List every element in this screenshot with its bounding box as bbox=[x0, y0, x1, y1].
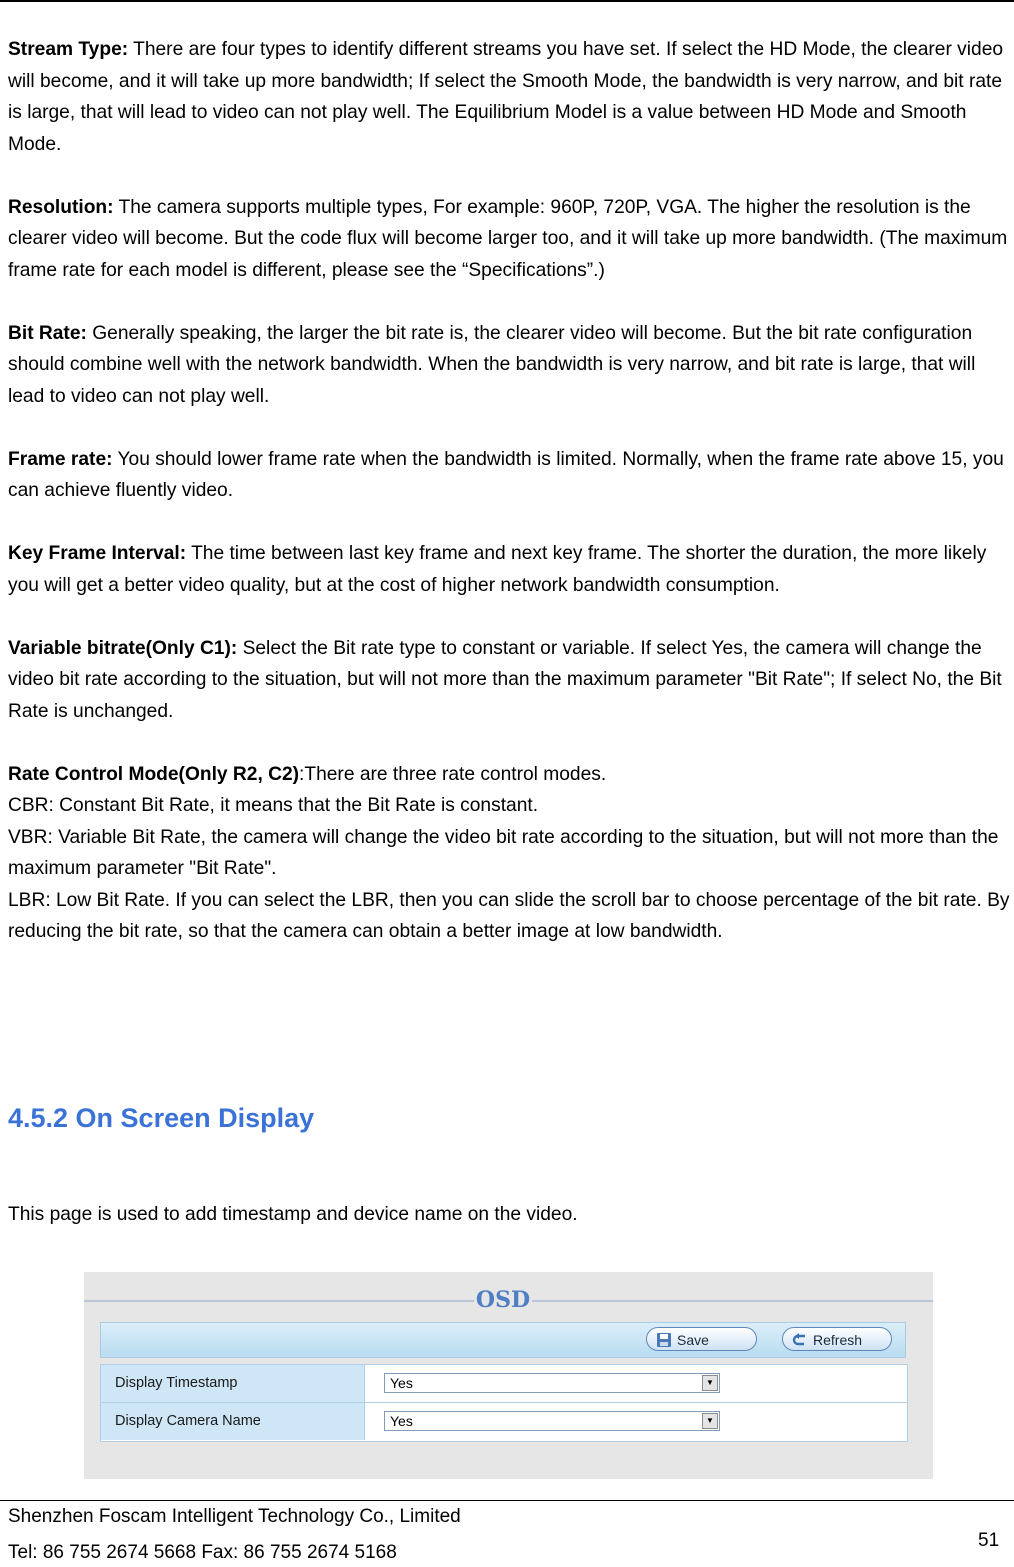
term-label: Frame rate: bbox=[8, 448, 113, 470]
osd-row-timestamp bbox=[101, 1365, 907, 1403]
term-label: Resolution: bbox=[8, 196, 114, 218]
term-text: :There are three rate control modes. bbox=[299, 763, 607, 785]
refresh-label: Refresh bbox=[813, 1332, 863, 1348]
floppy-disk-icon bbox=[656, 1332, 672, 1348]
display-timestamp-label: Display Timestamp bbox=[101, 1365, 365, 1402]
osd-settings-screenshot bbox=[84, 1272, 933, 1479]
term-label: Key Frame Interval: bbox=[8, 543, 187, 564]
save-button[interactable] bbox=[646, 1327, 757, 1351]
term-text: Generally speaking, the larger the bit rate is, the clearer video will become. But the bit rate configuration should combine well with the network bandwidth. When the bandwidth is very narrow, and bit rate is large, that will lead to video can not play well. bbox=[8, 322, 976, 407]
term-text: The time between last key frame and next key frame. The shorter the duration, the more likely you will get a better video quality, but at the cost of higher network bandwidth consumption. bbox=[8, 543, 987, 596]
paragraph-stream-type bbox=[8, 34, 1011, 160]
cbr-line: CBR: Constant Bit Rate, it means that the Bit Rate is constant. bbox=[8, 795, 539, 816]
footer-company: Shenzhen Foscam Intelligent Technology Co., Limited bbox=[8, 1506, 461, 1527]
document-body bbox=[8, 34, 1011, 979]
lbr-line: LBR: Low Bit Rate. If you can select the LBR, then you can slide the scroll bar to choose percentage of the bit rate. By reducing the bit rate, so that the camera can obtain a better image at low bandwidth. bbox=[8, 889, 1010, 942]
term-label: Rate Control Mode(Only R2, C2) bbox=[8, 763, 300, 785]
display-camera-name-label: Display Camera Name bbox=[101, 1403, 365, 1440]
refresh-arrow-icon bbox=[792, 1332, 808, 1348]
refresh-button[interactable] bbox=[782, 1327, 892, 1351]
paragraph-frame-rate bbox=[8, 444, 1011, 507]
term-text: You should lower frame rate when the bandwidth is limited. Normally, when the frame rate above 15, you can achieve fluently video. bbox=[8, 448, 1004, 501]
term-label: Stream Type: bbox=[8, 39, 129, 60]
term-text: The camera supports multiple types, For example: 960P, 720P, VGA. The higher the resolution is the clearer video will become. But the code flux will become larger too, and it will take up more bandwidth. (The maximum frame rate for each model is different, please see the “Specifications”.) bbox=[8, 196, 1008, 281]
paragraph-rate-control bbox=[8, 759, 1011, 948]
display-timestamp-select[interactable] bbox=[384, 1373, 720, 1393]
term-label: Bit Rate: bbox=[8, 322, 87, 344]
section-heading: 4.5.2 On Screen Display bbox=[8, 1103, 315, 1133]
vbr-line: VBR: Variable Bit Rate, the camera will change the video bit rate according to the situation, but will not more than the maximum parameter "Bit Rate". bbox=[8, 826, 999, 879]
dropdown-arrow-icon[interactable]: ▼ bbox=[702, 1375, 718, 1391]
osd-toolbar bbox=[100, 1322, 906, 1358]
select-value: Yes bbox=[390, 1413, 413, 1429]
save-label: Save bbox=[677, 1332, 709, 1348]
paragraph-resolution bbox=[8, 192, 1011, 287]
term-label: Variable bitrate(Only C1): bbox=[8, 637, 238, 659]
page-number: 51 bbox=[978, 1530, 1000, 1551]
osd-row-camera-name bbox=[101, 1403, 907, 1440]
osd-title: OSD bbox=[475, 1287, 531, 1313]
term-text: Select the Bit rate type to constant or variable. If select Yes, the camera will change the video bit rate according to the situation, but will not more than the maximum parameter "Bit Rate"; If select No, the Bit Rate is unchanged. bbox=[8, 637, 1002, 722]
paragraph-key-frame bbox=[8, 538, 1011, 601]
paragraph-variable-bitrate bbox=[8, 633, 1011, 728]
section-intro: This page is used to add timestamp and device name on the video. bbox=[8, 1204, 578, 1225]
osd-settings-table bbox=[100, 1364, 908, 1442]
dropdown-arrow-icon[interactable]: ▼ bbox=[702, 1413, 718, 1429]
display-camera-name-select[interactable] bbox=[384, 1411, 720, 1431]
term-text: There are four types to identify different streams you have set. If select the HD Mode, the clearer video will become, and it will take up more bandwidth; If select the Smooth Mode, the bandwidth is very narrow, and bit rate is large, that will lead to video can not play well. The Equilibrium Model is a value between HD Mode and Smooth Mode. bbox=[8, 39, 1004, 155]
select-value: Yes bbox=[390, 1375, 413, 1391]
top-rule bbox=[0, 0, 1014, 2]
footer-contact: Tel: 86 755 2674 5668 Fax: 86 755 2674 5168 bbox=[8, 1542, 397, 1563]
paragraph-bit-rate bbox=[8, 318, 1011, 413]
footer-rule bbox=[0, 1500, 1014, 1501]
